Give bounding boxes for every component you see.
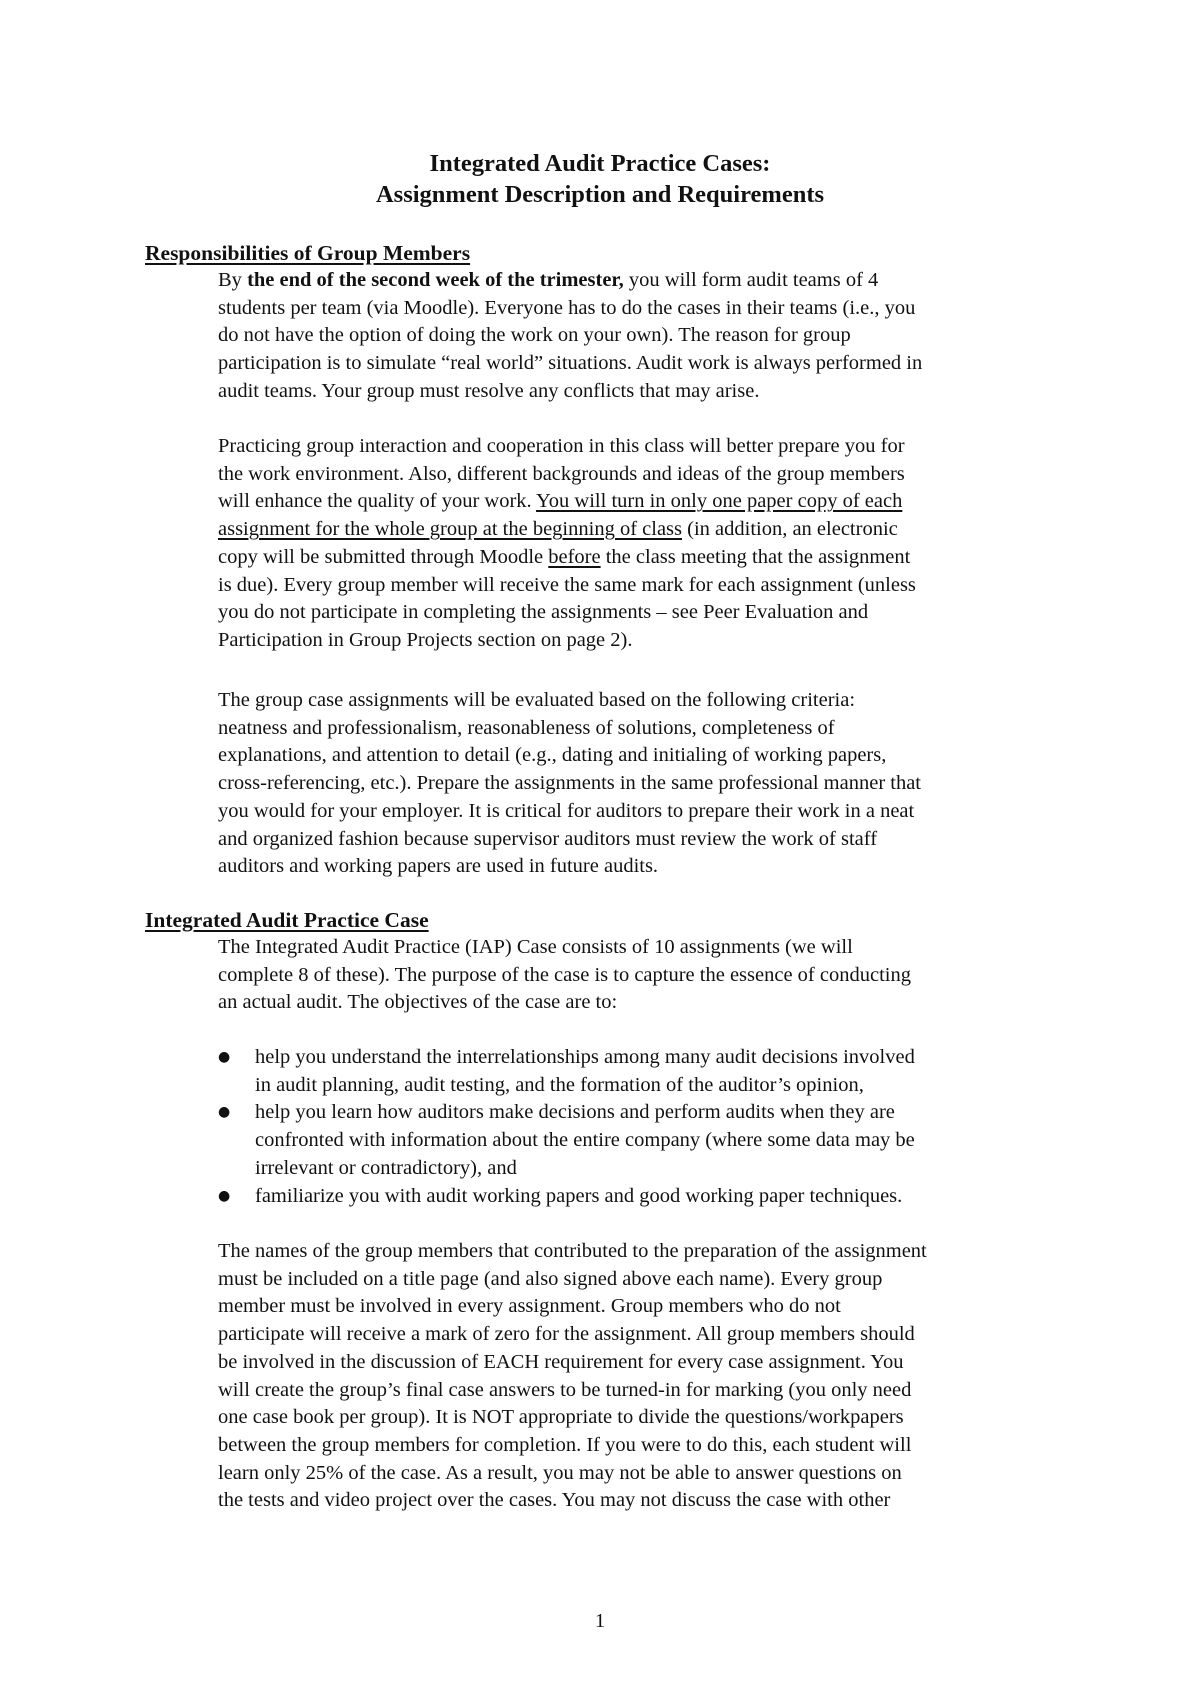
text-line: auditors and working papers are used in future audits.	[218, 855, 659, 878]
text-line: help you understand the interrelationships among many audit decisions involved	[255, 1046, 915, 1068]
text-line	[218, 544, 1068, 572]
paragraph-group-interaction	[218, 433, 1068, 655]
bullet-dot-icon: ●	[218, 1049, 231, 1065]
section-heading-responsibilities: Responsibilities of Group Members	[145, 241, 471, 265]
text-line: between the group members for completion. If you were to do this, each student will	[218, 1433, 912, 1456]
text-line: the tests and video project over the cases. You may not discuss the case with other	[218, 1489, 891, 1512]
underlined-submission-text: assignment for the whole group at the beginning of class	[218, 518, 682, 541]
text-run: copy will be submitted through Moodle	[218, 545, 549, 568]
text-line: Participation in Group Projects section on page 2).	[218, 628, 633, 651]
text-run: the class meeting that the assignment	[600, 545, 911, 568]
paragraph-group-participation	[218, 1238, 1068, 1515]
list-item	[218, 1183, 1068, 1211]
text-run: will enhance the quality of your work.	[218, 490, 537, 513]
text-run: (in addition, an electronic	[682, 518, 898, 541]
text-line: do not have the option of doing the work on your own). The reason for group	[218, 324, 851, 347]
paragraph-group-formation	[218, 267, 1068, 406]
text-line: member must be involved in every assignment. Group members who do not	[218, 1295, 841, 1318]
text-line: participate will receive a mark of zero for the assignment. All group members should	[218, 1323, 915, 1346]
document-title-line-1: Integrated Audit Practice Cases:	[429, 150, 771, 177]
text-line: students per team (via Moodle). Everyone has to do the cases in their teams (i.e., you	[218, 296, 916, 319]
text-line: neatness and professionalism, reasonableness of solutions, completeness of	[218, 716, 835, 739]
text-line: learn only 25% of the case. As a result, you may not be able to answer questions on	[218, 1461, 902, 1484]
text-line: participation is to simulate “real world” situations. Audit work is always performed in	[218, 352, 923, 375]
text-line	[218, 516, 1068, 544]
paragraph-evaluation-criteria	[218, 687, 1068, 881]
paragraph-iap-overview	[218, 934, 1068, 1017]
text-line: be involved in the discussion of EACH requirement for every case assignment. You	[218, 1350, 904, 1373]
text-line	[218, 267, 1068, 295]
text-line: Practicing group interaction and cooperation in this class will better prepare you for	[218, 435, 905, 457]
text-line: the work environment. Also, different backgrounds and ideas of the group members	[218, 462, 905, 485]
underlined-submission-text: You will turn in only one paper copy of each	[536, 490, 903, 513]
text-line: must be included on a title page (and also signed above each name). Every group	[218, 1267, 883, 1290]
text-line: irrelevant or contradictory), and	[255, 1156, 517, 1179]
text-line: is due). Every group member will receive the same mark for each assignment (unless	[218, 573, 916, 596]
text-line: audit teams. Your group must resolve any conflicts that may arise.	[218, 379, 760, 402]
list-item	[218, 1099, 1068, 1182]
text-line: familiarize you with audit working papers and good working paper techniques.	[255, 1184, 903, 1207]
text-line: and organized fashion because supervisor auditors must review the work of staff	[218, 827, 878, 850]
text-line: will create the group’s final case answers to be turned-in for marking (you only need	[218, 1378, 912, 1401]
text-line: complete 8 of these). The purpose of the case is to capture the essence of conducting	[218, 963, 911, 986]
text-run: you will form audit teams of 4	[623, 269, 879, 291]
bullet-dot-icon: ●	[218, 1187, 231, 1204]
text-run: By	[218, 269, 248, 291]
text-line: you do not participate in completing the assignments – see Peer Evaluation and	[218, 601, 869, 624]
text-line: The group case assignments will be evaluated based on the following criteria:	[218, 689, 856, 711]
text-line: one case book per group). It is NOT appropriate to divide the questions/workpapers	[218, 1406, 904, 1429]
page-number: 1	[594, 1610, 606, 1632]
document-title-line-2: Assignment Description and Requirements	[375, 181, 825, 208]
bold-deadline-text: the end of the second week of the trimester,	[247, 269, 624, 291]
text-line: The names of the group members that contributed to the preparation of the assignment	[218, 1240, 927, 1262]
text-line: The Integrated Audit Practice (IAP) Case consists of 10 assignments (we will	[218, 936, 853, 958]
underlined-before-text: before	[548, 545, 601, 568]
section-heading-iap-case: Integrated Audit Practice Case	[145, 908, 429, 932]
text-line: explanations, and attention to detail (e.g., dating and initialing of working papers,	[218, 744, 887, 767]
list-item	[218, 1044, 1068, 1099]
objectives-list	[218, 1044, 1068, 1210]
text-line: in audit planning, audit testing, and the formation of the auditor’s opinion,	[255, 1073, 864, 1096]
text-line: confronted with information about the entire company (where some data may be	[255, 1129, 915, 1152]
text-line: help you learn how auditors make decisions and perform audits when they are	[255, 1101, 895, 1124]
bullet-dot-icon: ●	[218, 1104, 231, 1121]
text-line: cross-referencing, etc.). Prepare the assignments in the same professional manner that	[218, 772, 922, 795]
text-line	[218, 488, 1068, 516]
text-line: you would for your employer. It is critical for auditors to prepare their work in a neat	[218, 799, 915, 822]
text-line: an actual audit. The objectives of the case are to:	[218, 991, 618, 1014]
